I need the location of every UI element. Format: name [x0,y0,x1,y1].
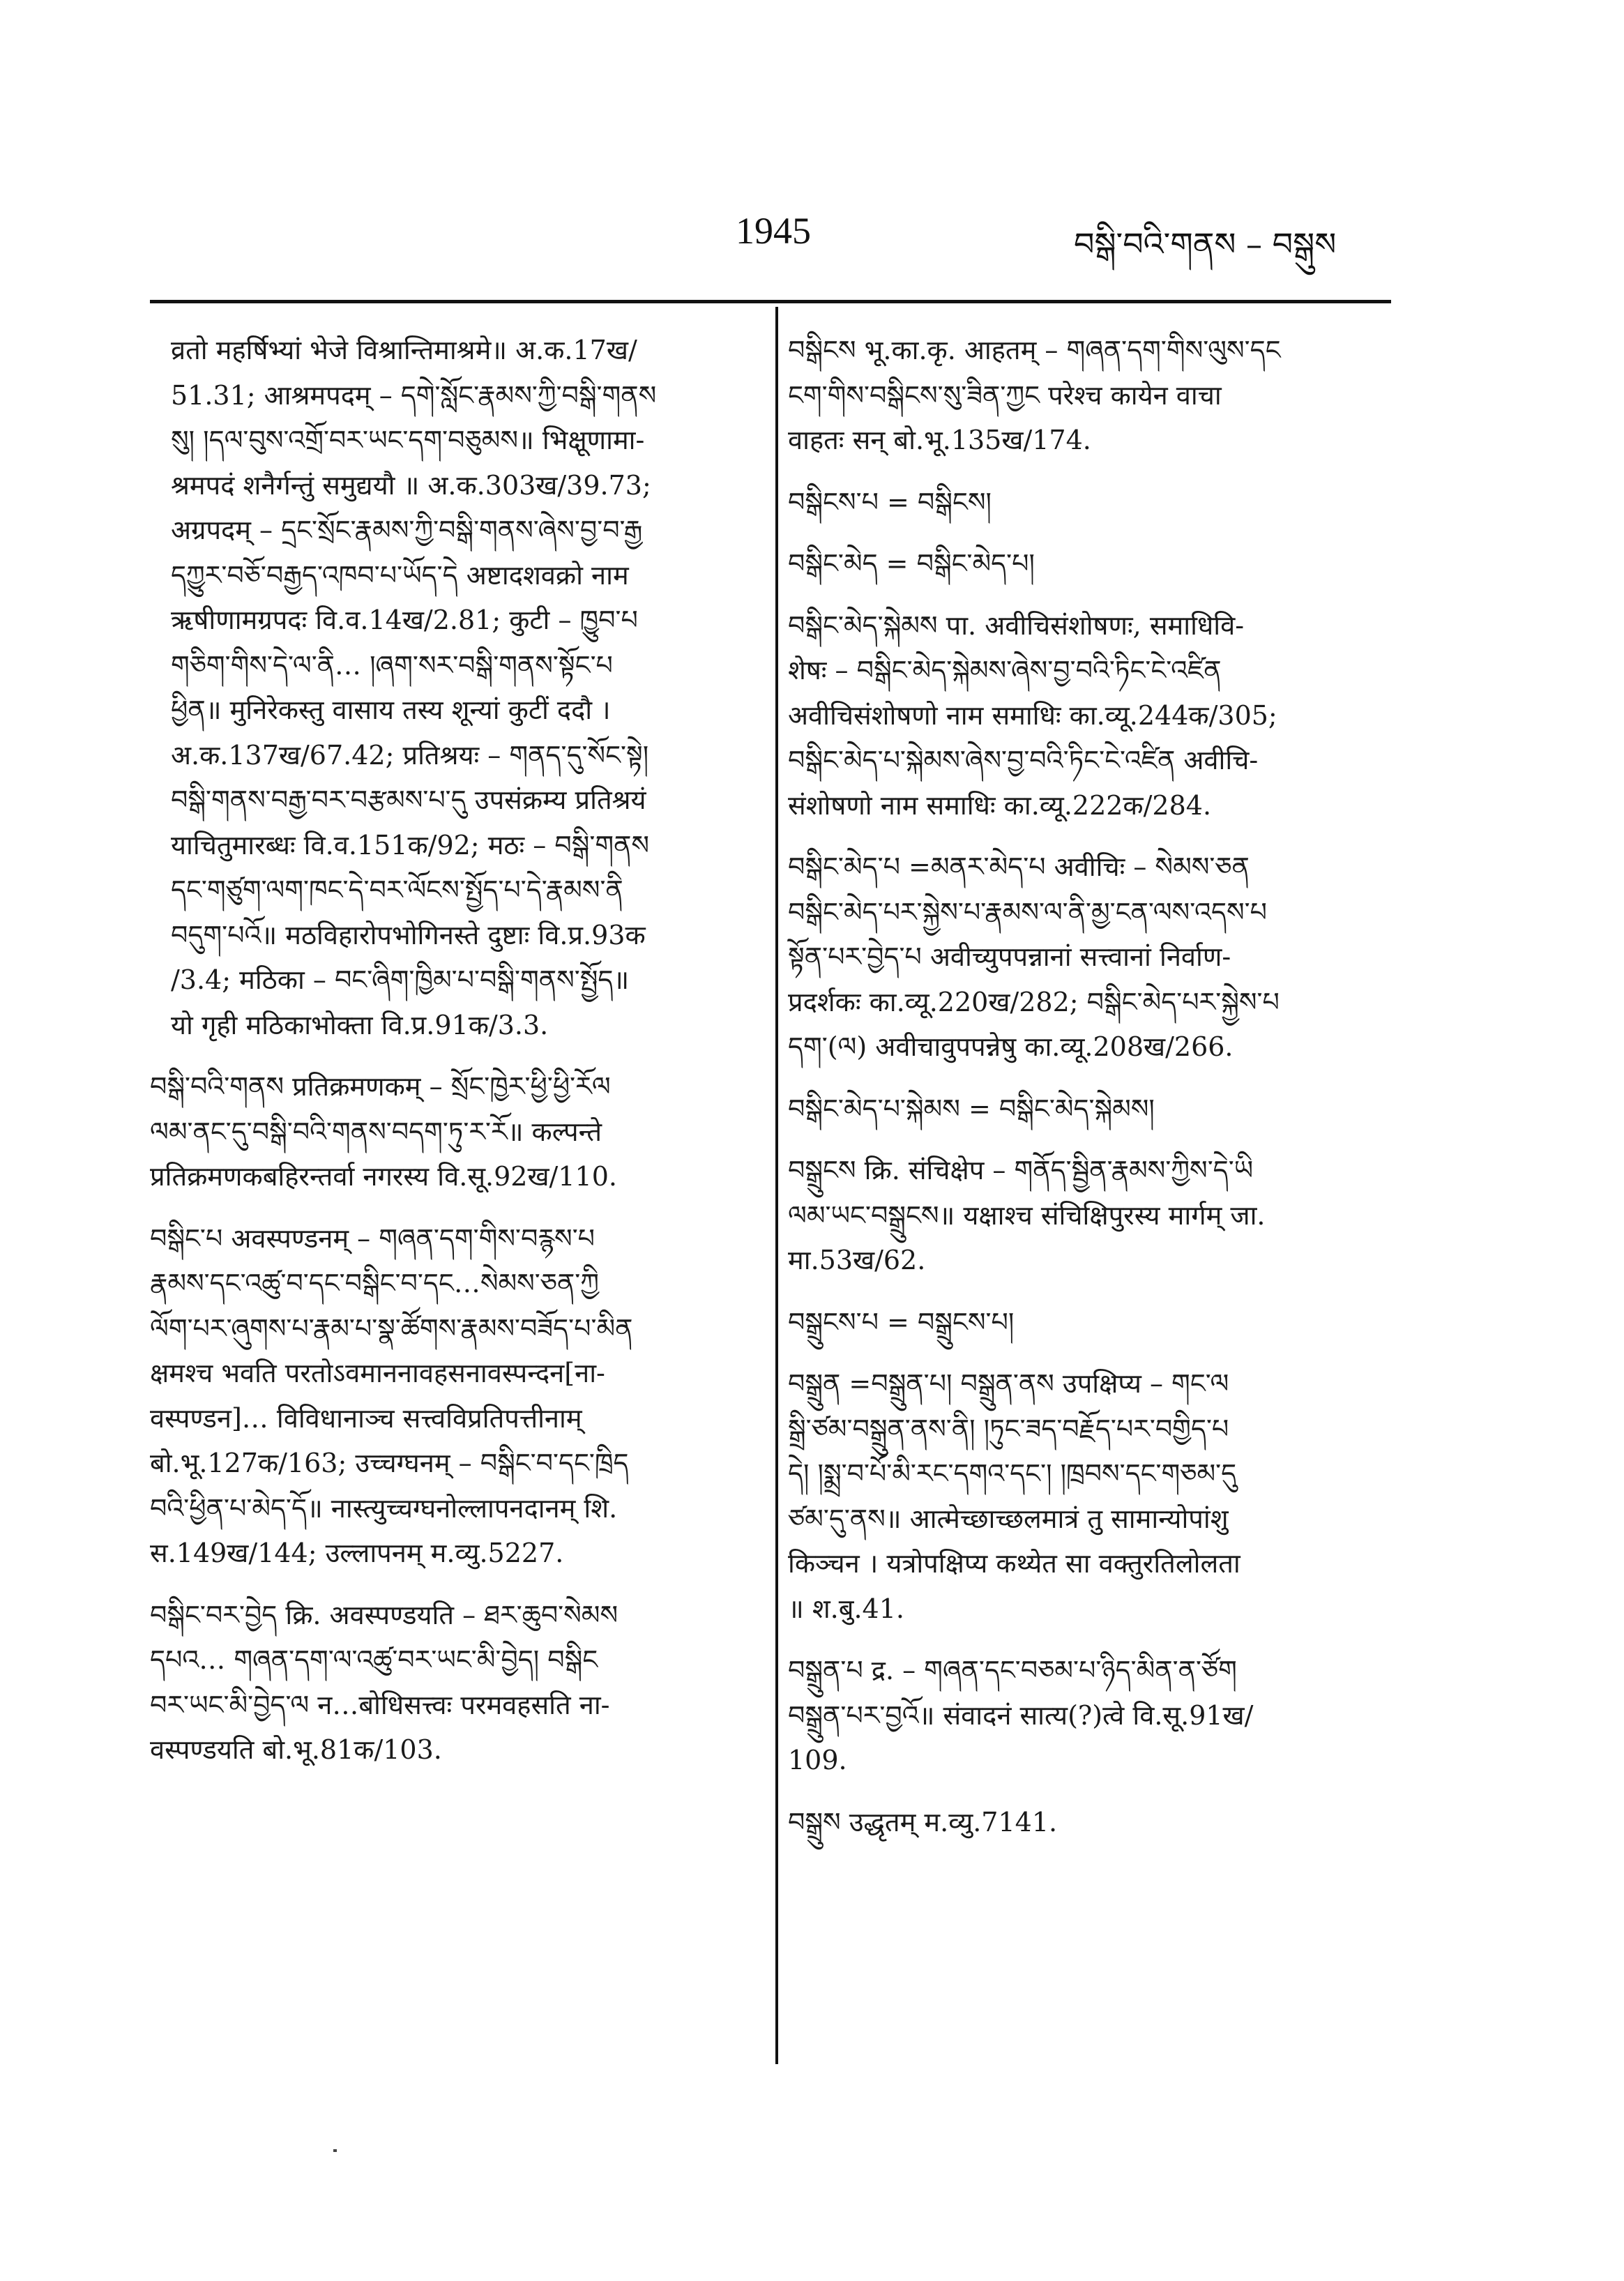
dictionary-entry [788,1148,1395,1283]
entry-line: व्रतो महर्षिभ्यां भेजे विश्रान्तिमाश्रमे॥ अ.क.17ख/ [171,335,637,365]
entry-line: ལམ་ཡང་བསྒྲུངས॥ यक्षाश्च संचिक्षिपुरस्य मार्गम् जा. [788,1199,1266,1231]
entry-line: བསྒིང་མེད་པར་སྐྱེས་པ་རྣམས་ལ་ནི་མྱ་ངན་ལས་འདས་པ [788,896,1267,927]
entry-line: प्रतिक्रमणकबहिरन्तर्वा नगरस्य वि.सू.92ख/110. [150,1161,617,1192]
entry-line: བསྒིང་པ अवस्पण्डनम् – གཞན་དག་གིས་བརྙས་པ [150,1222,595,1254]
entry-line: བསྒིང་མེད་པ་སྐེམས་ཞེས་བྱ་བའི་ཏིང་ངེ་འཛིན अवीचि- [788,745,1259,775]
dictionary-entry [150,1064,757,1199]
entry-line: अवीचिसंशोषणो नाम समाधिः का.व्यू.244क/305; [788,699,1277,731]
entry-line: བསྒིང་མེད = བསྒིང་མེད་པ། [788,548,1035,579]
entry-line: याचितुमारब्धः वि.व.151क/92; मठः – བསྒི་གནས [171,829,650,861]
running-head: བསྒི་བའི་གནས – བསྒུས [1074,225,1337,263]
dictionary-entry [150,1593,757,1773]
entry-line: अग्रपदम् – དྲང་སྲོང་རྣམས་ཀྱི་བསྒི་གནས་ཞེས་བྱ་བ་རྒྱ [171,515,643,545]
dictionary-entry [788,1086,1395,1132]
dictionary-entry [788,328,1395,463]
entry-line: वाहतः सन् बो.भू.135ख/174. [788,425,1091,455]
dictionary-entry [150,1216,757,1576]
entry-line: བའི་ཕྱིན་པ་མེད་དོ॥ नास्त्युच्चग्घनोल्लापनदानम् शि. [150,1492,618,1524]
entry-line: 51.31; आश्रमपदम् – དགེ་སློང་རྣམས་ཀྱི་བསྒི་གནས [171,379,657,411]
entry-line: संशोषणो नाम समाधिः का.व्यू.222क/284. [788,789,1212,821]
top-rule [150,300,1391,303]
entry-line: क्षमश्च भवति परतोऽवमाननावहसनावस्पन्दन[ना- [150,1358,605,1388]
entry-line: ལོག་པར་ཞུགས་པ་རྣམ་པ་སྣ་ཚོགས་རྣམས་བཟོད་པ་མིན [150,1312,633,1344]
entry-line: श्रमपदं शनैर्गन्तुं समुद्ययौ ॥ अ.क.303ख/39.73; [171,469,651,501]
entry-line: བར་ཡང་མི་བྱེད་ལ न…बोधिसत्त्वः परमवहसति ना- [150,1689,610,1720]
entry-line: བསྒྲུན་པ द्र. – གཞན་དང་བཅམ་པ་ཉིད་མིན་ན་ཙོག [788,1655,1237,1685]
entry-line: /3.4; मठिका – བང་ཞིག་ཁྱིམ་པ་བསྒི་གནས་སྤྱོད॥ [171,964,630,995]
dictionary-entry [788,480,1395,525]
entry-line: ऋषीणामग्रपदः वि.व.14ख/2.81; कुटी – ཁྱུབ་པ [171,605,638,635]
entry-line: बो.भू.127क/163; उच्चग्घनम् – བསྒིང་བ་དང་ཁྲིད [150,1448,629,1478]
right-column [788,328,1395,1861]
dictionary-entry [788,603,1395,828]
entry-line: प्रदर्शकः का.व्यू.220ख/282; བསྒིང་མེད་པར་སྐྱེས་པ [788,986,1280,1017]
entry-line: वस्पण्डन]… विविधानाञ्च सत्त्वविप्रतिपत्तीनाम् [150,1402,582,1434]
entry-line: 109. [788,1745,847,1775]
entry-line: བསྒིང་མེད་པ་སྐེམས = བསྒིང་མེད་སྐེམས། [788,1093,1155,1124]
entry-line: བདུག་པའོ॥ मठविहारोपभोगिनस्ते दुष्टाः वि.प्र.93क [171,919,646,950]
entry-line: སྟོན་པར་བྱེད་པ अवीच्युपपन्नानां सत्त्वानां निर्वाण- [788,941,1231,972]
entry-line: मा.53ख/62. [788,1245,926,1275]
entry-line: དེ། །སྨྲ་བ་པོ་མི་རང་དགའ་དང་། །ཁྲབས་དང་གཅམ་དུ [788,1458,1237,1489]
entry-line: शेषः – བསྒིང་མེད་སྐེམས་ཞེས་བྱ་བའི་ཏིང་ངེ་འཛིན [788,655,1222,685]
entry-line: བསྒྲུས उद्धृतम् म.व्यु.7141. [788,1806,1058,1837]
entry-line: अ.क.137ख/67.42; प्रतिश्रयः – གནད་དུ་སོང་སྟེ། [171,739,649,771]
dictionary-entry [788,844,1395,1070]
entry-line: དག་(ལ) अवीचावुपपन्नेषु का.व्यू.208ख/266. [788,1031,1234,1062]
dictionary-entry [788,1648,1395,1783]
page-number: 1945 [736,210,811,252]
entry-line: བསྒིངས भू.का.कृ. आहतम् – གཞན་དག་གིས་ལུས་དང [788,335,1281,365]
dictionary-entry [788,1800,1395,1845]
entry-line: ཕྱིན॥ मुनिरेकस्तु वासाय तस्य शून्यां कुटीं ददौ । [171,695,611,725]
entry-line: यो गृही मठिकाभोक्ता वि.प्र.91क/3.3. [171,1009,549,1040]
entry-line: ཙམ་དུ་ནས॥ आत्मेच्छाच्छलमात्रं तु सामान्योपांशु [788,1503,1229,1534]
entry-line: ॥ श.बु.41. [788,1593,904,1624]
dictionary-entry [788,541,1395,586]
entry-line: བསྒྲུངས་པ = བསྒྲུངས་པ། [788,1306,1015,1337]
entry-line: वस्पण्डयति बो.भू.81क/103. [150,1734,442,1765]
entry-line: བསྒྲུན་པར་བྱའོ॥ संवादनं सात्य(?)त्वे वि.सू.91ख/ [788,1699,1254,1731]
entry-line: स.149ख/144; उल्लापनम् म.व्यु.5227. [150,1538,564,1568]
entry-line: བསྒིངས་པ = བསྒིངས། [788,486,992,517]
entry-line: བསྒི་གནས་བརྒྱ་བར་བརྩམས་པ་དུ उपसंक्रम्य प्रतिश्रयं [171,785,646,815]
column-divider [775,307,778,2064]
entry-line: རྣམས་དང་འཚུ་བ་དང་བསྒིང་བ་དང…སེམས་ཅན་ཀྱི [150,1268,600,1298]
entry-line: བསྒིང་མེད་པ =མནར་མེད་པ अवीचिः – སེམས་ཅན [788,851,1250,882]
entry-line: किञ्चन । यत्रोपक्षिप्य कथ्येत सा वक्तुरतिलोलता [788,1548,1240,1579]
dictionary-entry [788,1300,1395,1345]
left-column [150,328,757,1789]
entry-line: གཅིག་གིས་དེ་ལ་ནི… །ཞག་སར་བསྒི་གནས་སྟོང་པ [171,649,613,681]
entry-line: བསྒིང་མེད་སྐེམས पा. अवीचिसंशोषणः, समाधिवि- [788,609,1245,641]
entry-line: དཔའ… གཞན་དག་ལ་འཚུ་བར་ཡང་མི་བྱེད། བསྒིང [150,1644,598,1675]
entry-line: ལམ་ནང་དུ་བསྒི་བའི་གནས་བདག་ཏུ་ར་རོ॥ कल्पन्ते [150,1116,602,1147]
stray-mark [333,2149,337,2152]
entry-line: དཀྱུར་བཅོ་བརྒྱད་འཁབ་པ་ཡོད་དེ अष्टादशवक्रो नाम [171,559,629,591]
entry-line: ངག་གིས་བསྒིངས་སུ་ཟིན་ཀྱང परेश्च कायेन वाचा [788,379,1222,411]
dictionary-entry [788,1361,1395,1631]
entry-line: བསྒི་བའི་གནས प्रतिक्रमणकम् – སྲོང་ཁྱེར་ཕྱི་ཕྱི་རོལ [150,1071,611,1102]
entry-line: དང་གཙུག་ལག་ཁང་དེ་བར་ལོངས་སྤྱོད་པ་དེ་རྣམས་ནི [171,874,623,905]
entry-continuation [150,328,757,1047]
entry-line: སུ། །དལ་བུས་འགྲོ་བར་ཡང་དག་བཅུམས॥ भिक्षूणामा- [171,425,645,455]
entry-line: བསྒིང་བར་བྱེད क्रि. अवस्पण्डयति – ཐར་ཆུབ་སེམས [150,1599,619,1630]
entry-line: བསྒྲུངས क्रि. संचिक्षेप – གནོད་སྦྱིན་རྣམས་ཀྱིས་དེ་ཡི [788,1155,1254,1185]
entry-line: བསྒྲུན =བསྒྲུན་པ། བསྒྲུན་ནས उपक्षिप्य – གང་ལ [788,1368,1229,1399]
entry-line: སྒྲི་ཙམ་བསྒྲུན་ནས་ནི། །ཏུང་ཟད་བརྗོད་པར་བགྱིད་པ [788,1413,1229,1444]
